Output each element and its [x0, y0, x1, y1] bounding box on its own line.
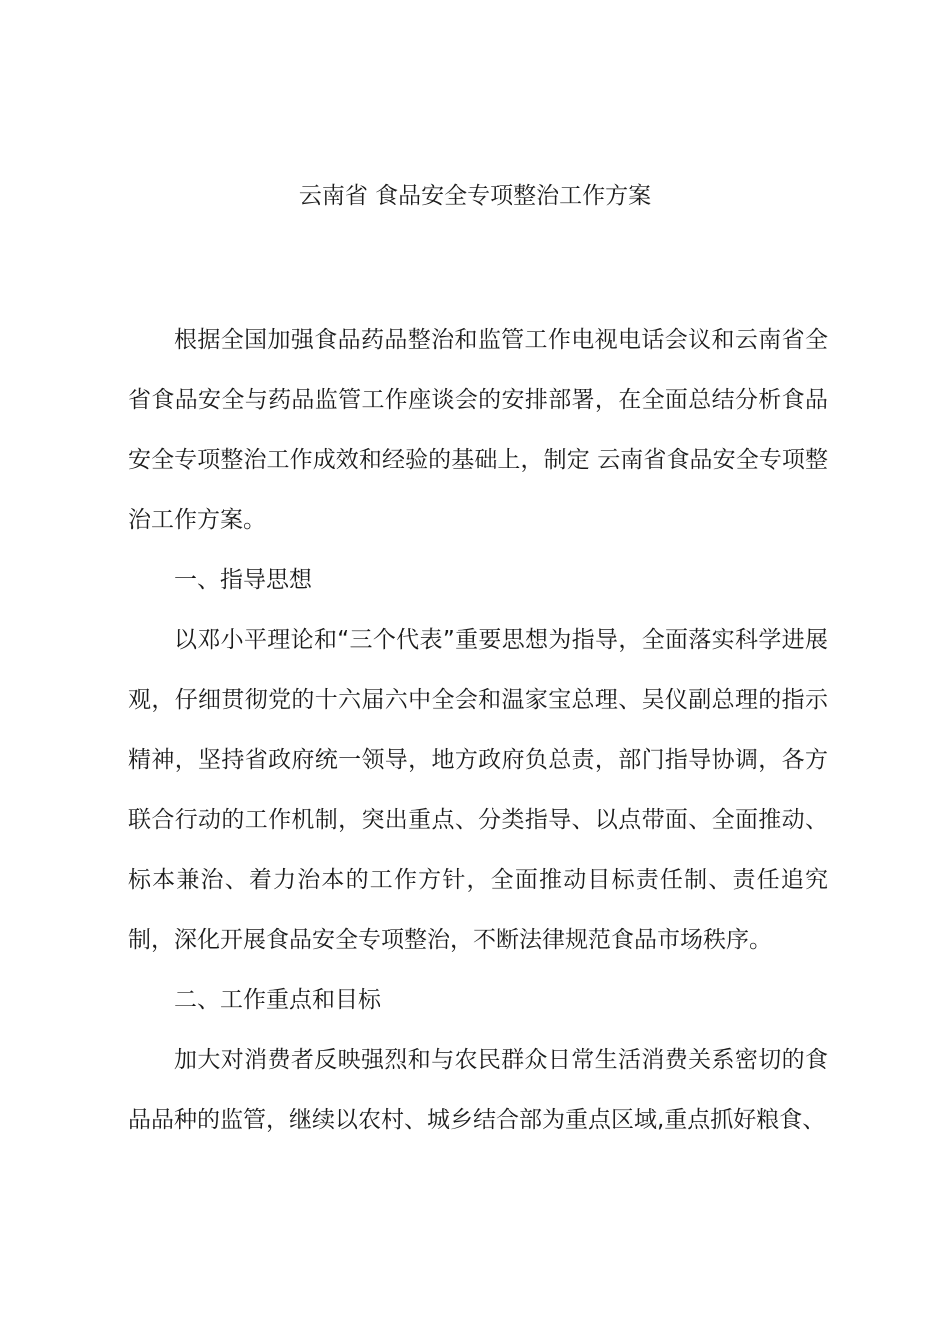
- section-heading-work-focus: 二、工作重点和目标: [174, 987, 381, 1013]
- paragraph-guiding-ideology: 以邓小平理论和“三个代表”重要思想为指导，全面落实科学进展观，仔细贯彻党的十六届六中全会和温家宝总理、吴仪副总理的指示精神，坚持省政府统一领导，地方政府负总责，部门指导协调，各方联合行动的工作机制，突出重点、分类指导、以点带面、全面推动、标本兼治、着力治本的工作方针，全面推动目标责任制、责任追究制，深化开展食品安全专项整治，不断法律规范食品市场秩序。: [128, 627, 828, 953]
- document-body: [128, 310, 828, 1150]
- paragraph-work-focus: 加大对消费者反映强烈和与农民群众日常生活消费关系密切的食品品种的监管，继续以农村、城乡结合部为重点区域,重点抓好粮食、: [128, 1047, 828, 1133]
- paragraph-intro: 根据全国加强食品药品整治和监管工作电视电话会议和云南省全省食品安全与药品监管工作座谈会的安排部署，在全面总结分析食品安全专项整治工作成效和经验的基础上，制定 云南省食品安全专项整治工作方案。: [128, 327, 828, 533]
- document-title: 云南省 食品安全专项整治工作方案: [298, 183, 652, 209]
- section-heading-guiding-ideology: 一、指导思想: [174, 567, 312, 593]
